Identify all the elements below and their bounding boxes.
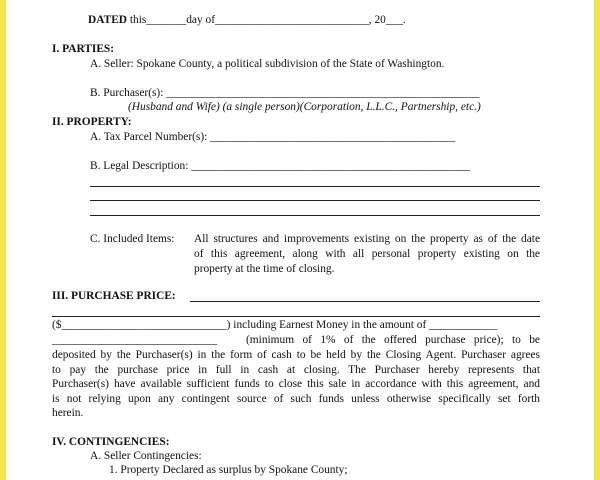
document-page (6, 0, 594, 480)
contingency-item-1: 1. Property Declared as surplus by Spokane County; (109, 464, 348, 476)
included-items-line: All structures and improvements existing on the property as of the date (194, 233, 540, 245)
legal-description-blank-1 (90, 186, 540, 187)
purchase-price-paragraph-line: to pay the purchase price in full in cash at closing. The Purchaser hereby represents that (52, 364, 540, 376)
dated-fill: this_______day of___________________________, 20___. (127, 14, 406, 26)
purchaser-types: (Husband and Wife) (a single person)(Corporation, L.L.C., Partnership, etc.) (128, 101, 481, 113)
purchase-price-paragraph-line: deposited by the Purchaser(s) in the form of cash to be held by the Closing Agent. Purchaser agrees (52, 349, 540, 361)
included-items-label: C. Included Items: (90, 233, 175, 245)
seller-line: A. Seller: Spokane County, a political subdivision of the State of Washington. (90, 58, 445, 70)
included-items-line: of this agreement, along with all personal property existing on the (194, 248, 540, 260)
seller-contingencies: A. Seller Contingencies: (90, 450, 202, 462)
contingencies-heading: IV. CONTINGENCIES: (52, 436, 170, 448)
purchase-price-paragraph-line: Purchaser(s) have available sufficient funds to close this sale in accordance with this agreement, and (52, 378, 540, 390)
legal-description-line: B. Legal Description: _________________________________________________ (90, 160, 471, 172)
purchase-price-blank (190, 301, 540, 302)
property-heading: II. PROPERTY: (52, 116, 132, 128)
purchase-price-blank-2 (52, 316, 540, 317)
legal-description-blank-2 (90, 200, 540, 201)
earnest-money-blank: _____________________________ (52, 334, 218, 346)
purchase-price-amount-line: ($_____________________________) including Earnest Money in the amount of ____________ (52, 319, 498, 331)
tax-parcel-line: A. Tax Parcel Number(s): ___________________________________________ (90, 131, 456, 143)
dated-label: DATED (88, 14, 128, 26)
earnest-money-minimum: (minimum of 1% of the offered purchase price); to be (246, 334, 540, 346)
purchase-price-heading: III. PURCHASE PRICE: (52, 290, 176, 302)
parties-heading: I. PARTIES: (52, 43, 115, 55)
dated-line (88, 13, 406, 27)
purchaser-line: B. Purchaser(s): _______________________________________________________ (90, 87, 480, 99)
purchase-price-paragraph-line: herein. (52, 407, 84, 419)
legal-description-blank-3 (90, 215, 540, 216)
purchase-price-paragraph-line: is not relying upon any contingent source of such funds unless otherwise specifically set forth (52, 393, 540, 405)
included-items-line: property at the time of closing. (194, 263, 335, 275)
